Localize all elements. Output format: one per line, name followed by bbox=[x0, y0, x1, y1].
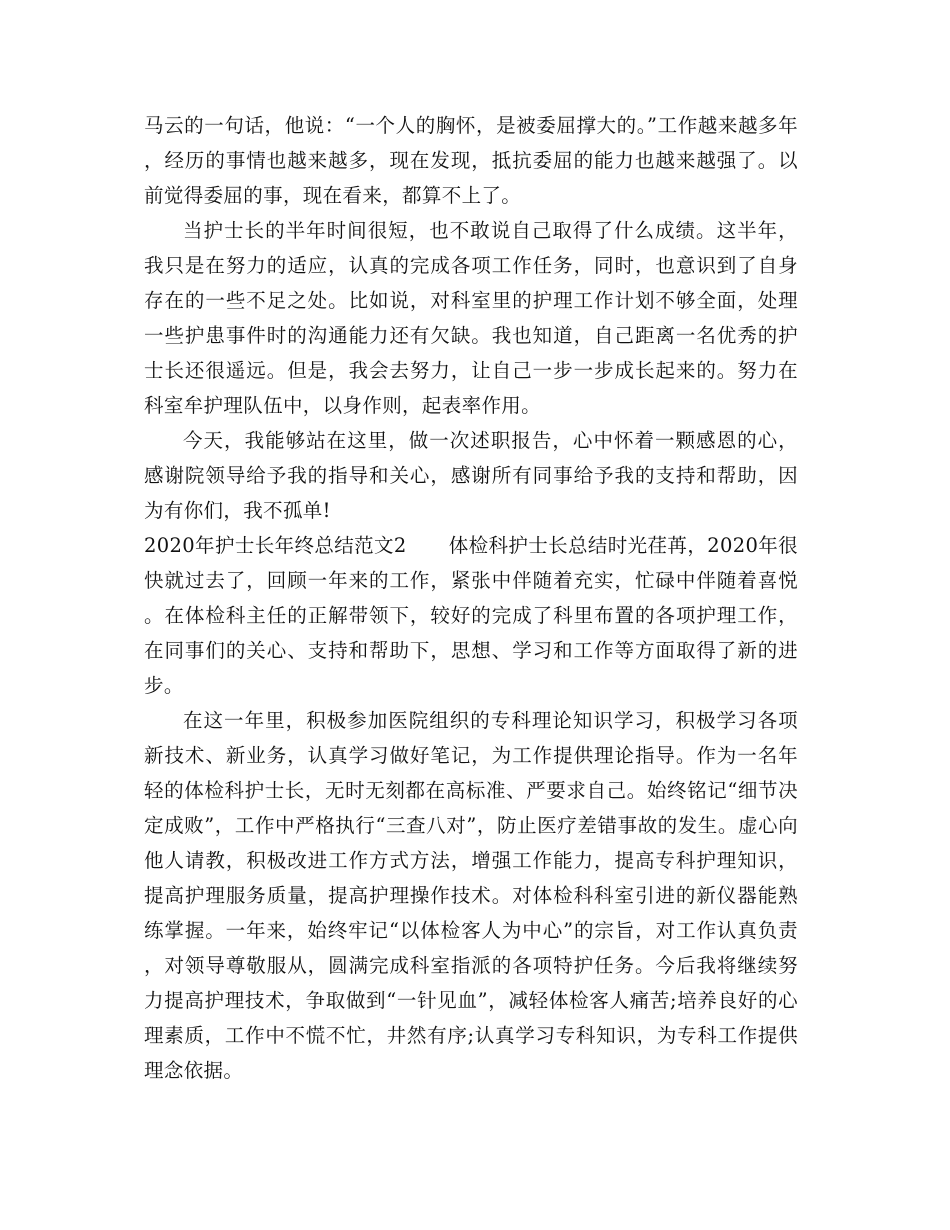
paragraph-3: 今天，我能够站在这里，做一次述职报告，心中怀着一颗感恩的心，感谢院领导给予我的指导和关心，感谢所有同事给予我的支持和帮助，因为有你们，我不孤单! bbox=[144, 429, 798, 522]
paragraph-5: 在这一年里，积极参加医院组织的专科理论知识学习，积极学习各项新技术、新业务，认真学习做好笔记，为工作提供理论指导。作为一名年轻的体检科护士长，无时无刻都在高标准、严要求自己。始终铭记“细节决定成败”，工作中严格执行“三查八对”，防止医疗差错事故的发生。虚心向他人请教，积极改进工作方式方法，增强工作能力，提高专科护理知识，提高护理服务质量，提高护理操作技术。对体检科科室引进的新仪器能熟练掌握。一年来，始终牢记“以体检客人为中心”的宗旨，对工作认真负责，对领导尊敬服从，圆满完成科室指派的各项特护任务。今后我将继续努力提高护理技术，争取做到“一针见血”，减轻体检客人痛苦;培养良好的心理素质，工作中不慌不忙，井然有序;认真学习专科知识，为专科工作提供理念依据。 bbox=[144, 709, 798, 1082]
section-first-paragraph: 体检科护士长总结时光荏苒，2020年很快就过去了，回顾一年来的工作，紧张中伴随着充实，忙碌中伴随着喜悦。在体检科主任的正解带领下，较好的完成了科里布置的各项护理工作，在同事们的关心、支持和帮助下，思想、学习和工作等方面取得了新的进步。 bbox=[144, 534, 798, 697]
document-body bbox=[144, 108, 798, 1088]
section-heading: 2020年护士长年终总结范文2 bbox=[144, 534, 407, 557]
paragraph-1: 马云的一句话，他说：“一个人的胸怀，是被委屈撑大的。”工作越来越多年，经历的事情也越来越多，现在发现，抵抗委屈的能力也越来越强了。以前觉得委屈的事，现在看来，都算不上了。 bbox=[144, 114, 798, 207]
section-2-intro bbox=[144, 528, 798, 703]
paragraph-2: 当护士长的半年时间很短，也不敢说自己取得了什么成绩。这半年，我只是在努力的适应，认真的完成各项工作任务，同时，也意识到了自身存在的一些不足之处。比如说，对科室里的护理工作计划不够全面，处理一些护患事件时的沟通能力还有欠缺。我也知道，自己距离一名优秀的护士长还很遥远。但是，我会去努力，让自己一步一步成长起来的。努力在科室牟护理队伍中，以身作则，起表率作用。 bbox=[144, 219, 798, 417]
